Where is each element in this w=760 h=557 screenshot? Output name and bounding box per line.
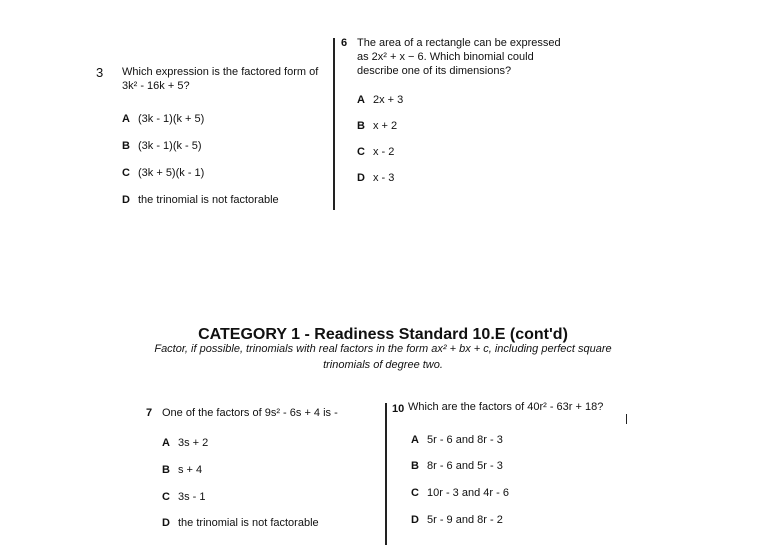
question-text: One of the factors of 9s² - 6s + 4 is - xyxy=(162,407,338,419)
option-text: s + 4 xyxy=(178,464,203,476)
option-letter: D xyxy=(122,194,130,206)
option-text: 5r - 9 and 8r - 2 xyxy=(427,514,503,526)
option-text: (3k - 1)(k - 5) xyxy=(138,140,202,152)
option-text: 5r - 6 and 8r - 3 xyxy=(427,434,503,446)
option-letter: B xyxy=(411,460,419,472)
category-subtitle: Factor, if possible, trinomials with real factors in the form ax² + bx + c, including perfect square xyxy=(154,343,612,355)
option-c[interactable] xyxy=(411,487,509,499)
option-b[interactable] xyxy=(122,140,202,152)
option-text: (3k + 5)(k - 1) xyxy=(138,167,205,179)
option-c[interactable] xyxy=(357,146,394,158)
option-text: 8r - 6 and 5r - 3 xyxy=(427,460,503,472)
option-letter: C xyxy=(122,167,130,179)
option-letter: D xyxy=(162,517,170,529)
question-text: Which are the factors of 40r² - 63r + 18? xyxy=(408,401,604,413)
option-text: the trinomial is not factorable xyxy=(138,194,279,206)
question-number: 10 xyxy=(392,403,405,415)
option-text: (3k - 1)(k + 5) xyxy=(138,113,205,125)
option-b[interactable] xyxy=(411,460,503,472)
option-c[interactable] xyxy=(122,167,204,179)
column-divider xyxy=(385,403,387,545)
question-text: Which expression is the factored form of xyxy=(122,66,319,78)
option-letter: C xyxy=(162,491,170,503)
option-letter: B xyxy=(162,464,170,476)
option-text: 2x + 3 xyxy=(373,94,404,106)
option-text: 3s - 1 xyxy=(178,491,206,503)
option-a[interactable] xyxy=(122,113,204,125)
option-letter: A xyxy=(162,437,170,449)
option-text: the trinomial is not factorable xyxy=(178,517,319,529)
option-a[interactable] xyxy=(162,437,208,449)
category-title: CATEGORY 1 - Readiness Standard 10.E (cont'd) xyxy=(198,326,568,343)
option-letter: C xyxy=(357,146,365,158)
option-text: 10r - 3 and 4r - 6 xyxy=(427,487,509,499)
option-letter: B xyxy=(357,120,365,132)
option-text: x - 2 xyxy=(373,146,395,158)
option-b[interactable] xyxy=(357,120,397,132)
question-number: 6 xyxy=(341,37,348,49)
option-c[interactable] xyxy=(162,491,206,503)
column-divider xyxy=(333,38,335,210)
question-text: as 2x² + x − 6. Which binomial could xyxy=(357,51,534,63)
option-letter: C xyxy=(411,487,419,499)
scan-mark xyxy=(626,414,627,424)
option-a[interactable] xyxy=(357,94,403,106)
question-text: 3k² - 16k + 5? xyxy=(122,80,190,92)
option-b[interactable] xyxy=(162,464,202,476)
option-letter: A xyxy=(122,113,130,125)
option-letter: D xyxy=(411,514,419,526)
option-letter: B xyxy=(122,140,130,152)
option-d[interactable] xyxy=(411,514,503,526)
option-text: x - 3 xyxy=(373,172,395,184)
option-letter: A xyxy=(357,94,365,106)
option-letter: A xyxy=(411,434,419,446)
question-number: 7 xyxy=(146,407,153,419)
option-d[interactable] xyxy=(122,194,279,206)
option-d[interactable] xyxy=(357,172,394,184)
option-text: x + 2 xyxy=(373,120,398,132)
option-d[interactable] xyxy=(162,517,319,529)
option-letter: D xyxy=(357,172,365,184)
question-text: describe one of its dimensions? xyxy=(357,65,512,77)
option-a[interactable] xyxy=(411,434,503,446)
option-text: 3s + 2 xyxy=(178,437,209,449)
question-text: The area of a rectangle can be expressed xyxy=(357,37,561,49)
question-number: 3 xyxy=(96,65,104,80)
category-subtitle: trinomials of degree two. xyxy=(323,359,443,371)
